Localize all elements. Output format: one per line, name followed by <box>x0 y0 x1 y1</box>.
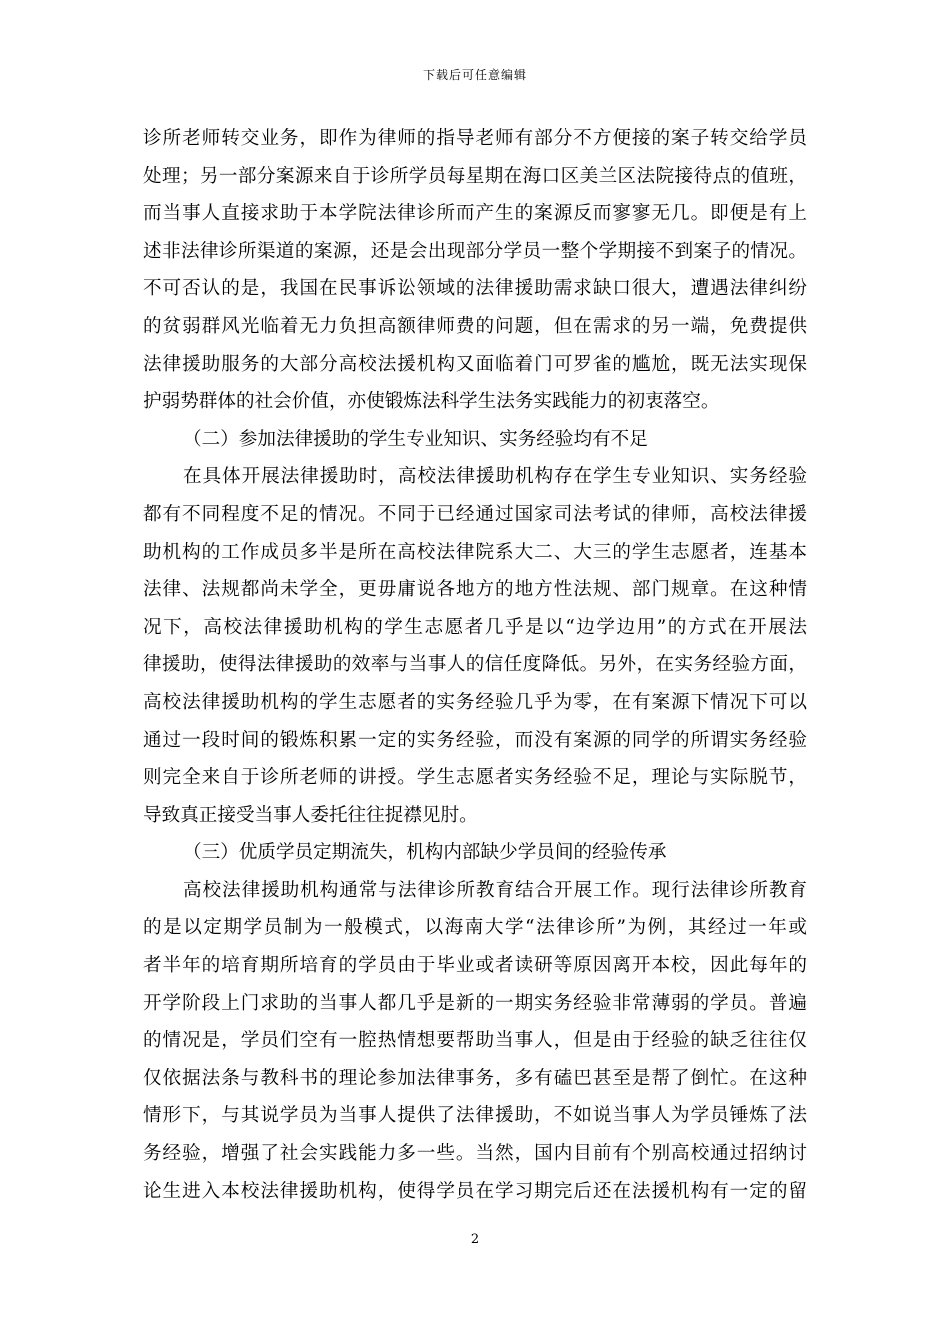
text-line: 况下，高校法律援助机构的学生志愿者几乎是以“边学边用”的方式在开展法 <box>143 616 807 638</box>
page-number: 2 <box>470 1232 480 1247</box>
text-line: 都有不同程度不足的情况。不同于已经通过国家司法考试的律师，高校法律援 <box>143 503 807 525</box>
text-line: 处理；另一部分案源来自于诊所学员每星期在海口区美兰区法院接待点的值班， <box>143 165 807 187</box>
text-line: 法律、法规都尚未学全，更毋庸说各地方的地方性法规、部门规章。在这种情 <box>143 579 807 601</box>
text-line: 不可否认的是，我国在民事诉讼领域的法律援助需求缺口很大，遭遇法律纠纷 <box>143 278 807 300</box>
text-line: 律援助，使得法律援助的效率与当事人的信任度降低。另外，在实务经验方面， <box>143 654 807 676</box>
text-line: 在具体开展法律援助时，高校法律援助机构存在学生专业知识、实务经验 <box>183 466 807 488</box>
text-line: 通过一段时间的锻炼积累一定的实务经验，而没有案源的同学的所谓实务经验 <box>143 729 807 751</box>
text-line: 的情况是，学员们空有一腔热情想要帮助当事人，但是由于经验的缺乏往往仅 <box>143 1030 807 1052</box>
text-line: 助机构的工作成员多半是所在高校法律院系大二、大三的学生志愿者，连基本 <box>143 541 807 563</box>
text-line: 论生进入本校法律援助机构，使得学员在学习期完后还在法援机构有一定的留 <box>143 1180 807 1202</box>
text-line: 护弱势群体的社会价值，亦使锻炼法科学生法务实践能力的初衷落空。 <box>143 391 720 413</box>
page-header: 下载后可任意编辑 <box>422 68 527 82</box>
text-line: 导致真正接受当事人委托往往捉襟见肘。 <box>143 804 478 826</box>
text-line: 情形下，与其说学员为当事人提供了法律援助，不如说当事人为学员锤炼了法 <box>143 1105 807 1127</box>
text-line: 者半年的培育期所培育的学员由于毕业或者读研等原因离开本校，因此每年的 <box>143 955 807 977</box>
section-heading: （三）优质学员定期流失，机构内部缺少学员间的经验传承 <box>183 842 667 864</box>
document-body <box>143 120 807 1210</box>
text-line: 的贫弱群风光临着无力负担高额律师费的问题，但在需求的另一端，免费提供 <box>143 315 807 337</box>
text-line: 而当事人直接求助于本学院法律诊所而产生的案源反而寥寥无几。即便是有上 <box>143 203 807 225</box>
text-line: 则完全来自于诊所老师的讲授。学生志愿者实务经验不足，理论与实际脱节， <box>143 767 807 789</box>
text-line: 的是以定期学员制为一般模式，以海南大学“法律诊所”为例，其经过一年或 <box>143 917 807 939</box>
text-line: 诊所老师转交业务，即作为律师的指导老师有部分不方便接的案子转交给学员 <box>143 128 807 149</box>
text-line: 高校法律援助机构通常与法律诊所教育结合开展工作。现行法律诊所教育 <box>183 879 807 901</box>
section-heading: （二）参加法律援助的学生专业知识、实务经验均有不足 <box>183 428 648 450</box>
text-line: 法律援助服务的大部分高校法援机构又面临着门可罗雀的尴尬，既无法实现保 <box>143 353 807 375</box>
text-line: 述非法律诊所渠道的案源，还是会出现部分学员一整个学期接不到案子的情况。 <box>143 240 807 262</box>
text-line: 仅依据法条与教科书的理论参加法律事务，多有磕巴甚至是帮了倒忙。在这种 <box>143 1067 807 1089</box>
text-line: 高校法律援助机构的学生志愿者的实务经验几乎为零，在有案源下情况下可以 <box>143 691 807 713</box>
text-line: 务经验，增强了社会实践能力多一些。当然，国内目前有个别高校通过招纳讨 <box>143 1143 807 1165</box>
text-line: 开学阶段上门求助的当事人都几乎是新的一期实务经验非常薄弱的学员。普遍 <box>143 992 807 1014</box>
